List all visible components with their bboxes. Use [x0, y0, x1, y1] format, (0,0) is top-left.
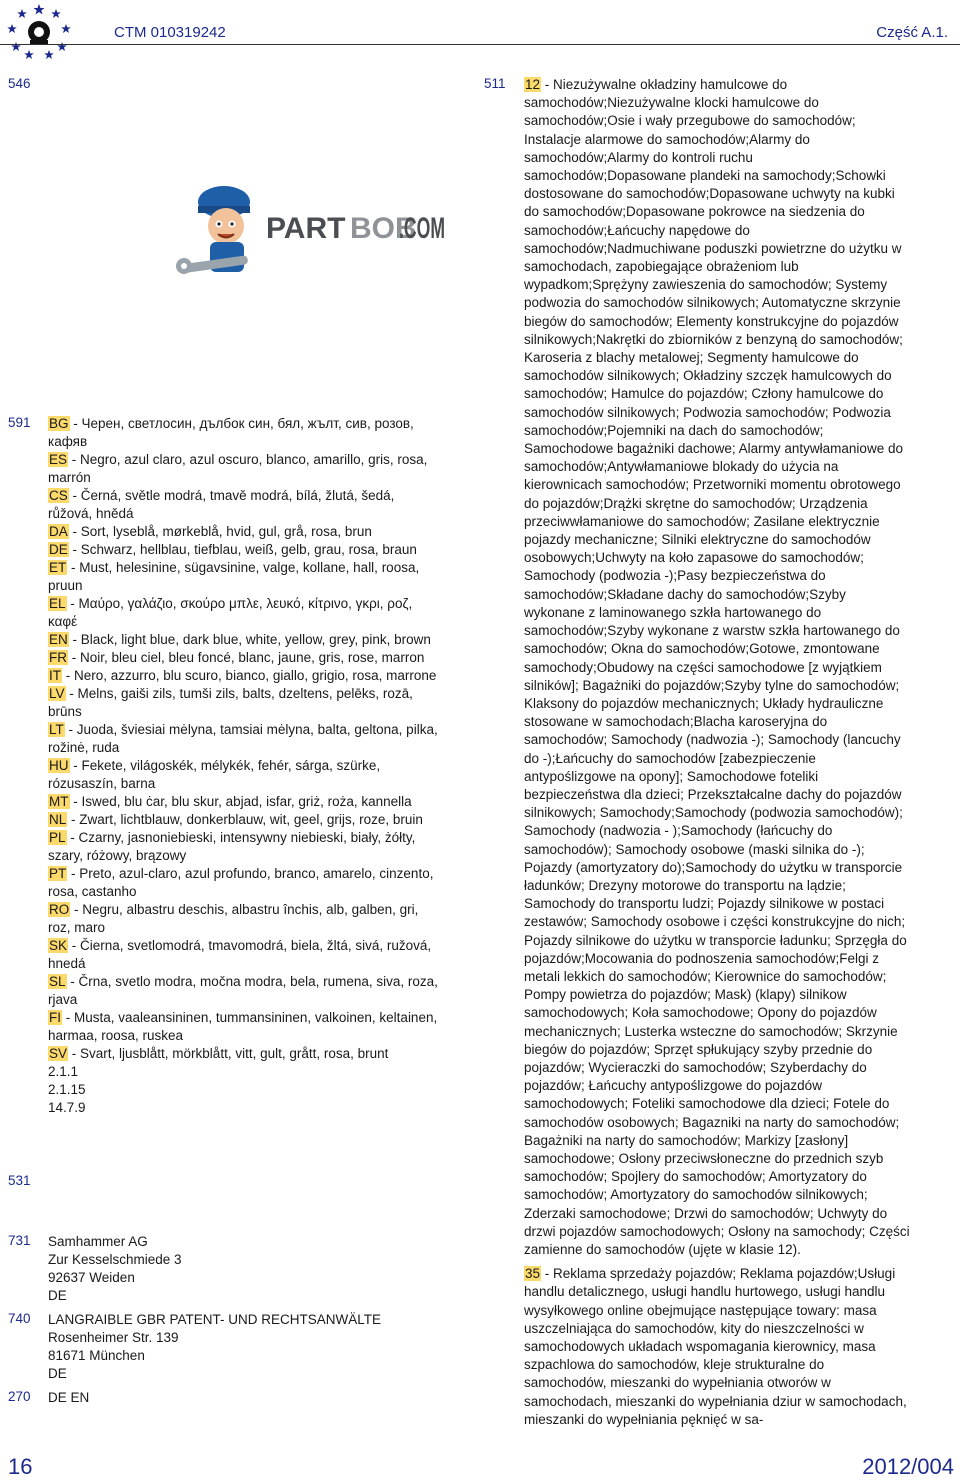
- colour-claim-pl: [48, 829, 440, 865]
- brand-tld: .COM: [399, 212, 445, 245]
- left-column: [48, 415, 440, 1405]
- colour-text: - Черен, светлосин, дълбок син, бял, жълт, сив, розов, кафяв: [48, 416, 414, 449]
- language-code: FI: [49, 1010, 61, 1025]
- representative-line: LANGRAIBLE GBR PATENT- UND RECHTSANWÄLTE: [48, 1312, 382, 1327]
- language-code: CS: [49, 488, 68, 503]
- language-code: RO: [49, 902, 70, 917]
- language-code: FR: [49, 650, 67, 665]
- owner-block: [48, 1233, 182, 1305]
- colour-text: - Černá, světle modrá, tmavě modrá, bílá, žlutá, šedá, růžová, hnědá: [48, 488, 395, 521]
- colour-text: - Melns, gaiši zils, tumši zils, balts, dzeltens, pelēks, rozā, brūns: [48, 686, 413, 719]
- vienna-classification: [48, 1063, 440, 1117]
- language-code: SV: [49, 1046, 68, 1061]
- part-label: Część A.1.: [876, 24, 948, 41]
- colour-claim-el: [48, 595, 440, 631]
- colour-claim-sl: [48, 973, 440, 1009]
- class-12: [524, 76, 910, 1259]
- colour-text: - Czarny, jasnoniebieski, intensywny niebieski, biały, żółty, szary, różowy, brązowy: [48, 830, 416, 863]
- colour-claim-sv: [48, 1045, 440, 1063]
- colour-claim-sk: [48, 937, 440, 973]
- class-number: 12: [525, 77, 541, 92]
- colour-claim-de: [48, 541, 440, 559]
- colour-text: - Musta, vaaleansininen, tummansininen, valkoinen, keltainen, harmaa, roosa, ruskea: [48, 1010, 438, 1043]
- document-code: CTM 010319242: [114, 24, 226, 41]
- class-goods-services: - Reklama sprzedaży pojazdów; Reklama pojazdów;Usługi handlu detalicznego, usługi handlu hurtowego, usługi handlu wysyłkowego online obejmujące następujące towary: masa uszczelniająca do samochodów, kity do nieszczelności w samochodowych układach wspomagania kierownicy, masa szpachlowa do samochodów, kleje strukturalne do samochodów, mieszanki do wypełniania otworów w samochodach, mieszanki do wypełniania dziur w samochodach, mieszanki do wypełniania pęknięć w sa-: [524, 1266, 907, 1427]
- colour-text: - Noir, bleu ciel, bleu foncé, blanc, jaune, gris, rose, marron: [68, 650, 425, 665]
- language-code: DE: [49, 542, 68, 557]
- partbob-advert: [176, 180, 446, 290]
- vienna-code: 2.1.15: [48, 1082, 86, 1097]
- owner-line: DE: [48, 1288, 67, 1303]
- colour-text: - Fekete, világoskék, mélykék, fehér, sárga, szürke, rózusaszín, barna: [48, 758, 381, 791]
- field-270: 270: [8, 1389, 31, 1404]
- colour-claim-it: [48, 667, 440, 685]
- field-731: 731: [8, 1233, 31, 1248]
- euipo-logo-icon: [4, 2, 74, 60]
- colour-claim-lv: [48, 685, 440, 721]
- language-code: ES: [49, 452, 68, 467]
- language-code: MT: [49, 794, 69, 809]
- colour-claim-et: [48, 559, 440, 595]
- language-code: PT: [49, 866, 67, 881]
- field-546: 546: [8, 76, 31, 91]
- language-code: BG: [49, 416, 69, 431]
- mascot-icon: [176, 186, 250, 274]
- language-code: NL: [49, 812, 67, 827]
- language-code: SL: [49, 974, 66, 989]
- brand-part: PART: [266, 212, 346, 245]
- representative-block: [48, 1311, 381, 1383]
- colour-text: - Schwarz, hellblau, tiefblau, weiß, gelb, grau, rosa, braun: [68, 542, 417, 557]
- colour-claim-lt: [48, 721, 440, 757]
- language-code: PL: [49, 830, 66, 845]
- owner-line: Samhammer AG: [48, 1234, 148, 1249]
- language-code: DA: [49, 524, 68, 539]
- colour-text: - Juoda, šviesiai mėlyna, tamsiai mėlyna, balta, geltona, pilka, rožinė, ruda: [48, 722, 438, 755]
- language-code: ET: [49, 560, 67, 575]
- colour-text: - Black, light blue, dark blue, white, yellow, grey, pink, brown: [68, 632, 431, 647]
- field-511: 511: [484, 76, 506, 91]
- class-35: [524, 1265, 910, 1429]
- colour-claim-pt: [48, 865, 440, 901]
- colour-claim-da: [48, 523, 440, 541]
- class-number: 35: [525, 1266, 541, 1282]
- representative-line: Rosenheimer Str. 139: [48, 1330, 179, 1345]
- issue-number: 2012/004: [862, 1454, 954, 1479]
- vienna-code: 14.7.9: [48, 1100, 86, 1115]
- colour-claims: [48, 415, 440, 1063]
- field-531: 531: [8, 1173, 31, 1188]
- language-code: SK: [49, 938, 68, 953]
- colour-text: - Preto, azul-claro, azul profundo, branco, amarelo, cinzento, rosa, castanho: [48, 866, 434, 899]
- colour-claim-ro: [48, 901, 440, 937]
- colour-claim-hu: [48, 757, 440, 793]
- colour-text: - Zwart, lichtblauw, donkerblauw, wit, geel, grijs, roze, bruin: [67, 812, 423, 827]
- colour-claim-fr: [48, 649, 440, 667]
- colour-text: - Iswed, blu ċar, blu skur, abjad, isfar, griż, roża, kannella: [69, 794, 412, 809]
- class-goods-services: - Niezużywalne okładziny hamulcowe do samochodów;Niezużywalne klocki hamulcowe do samochodów;Osie i wały przegubowe do samochodów; Instalacje alarmowe do samochodów;Alarmy do samochodów;Alarmy do kontroli ruchu samochodów;Dopasowane plandeki na samochody;Schowki dostosowane do samochodów;Dopasowane uchwyty na kubki do samochodów;Dopasowane pokrowce na siedzenia do samochodów;Łańcuchy napędowe do samochodów;Nadmuchiwane poduszki powietrzne do użytku w samochodach, zapobiegające obrażeniom lub wypadkom;Sprężyny zawieszenia do samochodów; Systemy podwozia do samochodów silnikowych; Automatyczne skrzynie biegów do samochodów; Elementy konstrukcyjne do pojazdów silnikowych;Nakrętki do zbiorników z benzyną do samochodów; Karoseria z blachy metalowej; Segmenty hamulcowe do samochodów silnikowych; Okładziny szczęk hamulcowych do samochodów; Hamulce do pojazdów; Człony hamulcowe do samochodów silnikowych; Podwozia samochodów; Podwozia samochodów;Pojemniki na dach do samochodów; Samochodowe bagażniki dachowe; Alarmy antywłamaniowe do samochodów;Antywłamaniowe blokady do użycia na kierownicach samochodów; Przetworniki momentu obrotowego do pojazdów;Drążki skrętne do samochodów; Urządzenia przeciwwłamaniowe do samochodów; Zasilane elektrycznie pojazdy mechaniczne; Silniki elektryczne do samochodów osobowych;Uchwyty na koło zapasowe do samochodów; Samochody (podwozia -);Pasy bezpieczeństwa do samochodów;Składane dachy do samochodów;Szyby wykonane z laminowanego szkła hartowanego do samochodów;Szyby wykonane z warstw szkła hartowanego do samochodów; Okna do samochodów;Gotowe, zmontowane samochody;Obudowy na części samochodowe [z wyjątkiem silników]; Bagażniki do pojazdów;Szyby tylne do samochodów; Klaksony do pojazdów mechanicznych; Układy hydrauliczne stosowane w samochodach;Blacha karoseryjna do samochodów; Samochody (nadwozia -); Samochody (lancuchy do -);Łańcuchy do samochodów [zabezpieczenie antypoślizgowe na opony]; Samochodowe foteliki bezpieczeństwa dla dzieci; Przekształcalne dachy do pojazdów silnikowych; Samochody;Samochody (podwozia samochodów); Samochody (nadwozia - );Samochody (łańcuchy do samochodów); Samochody osobowe (maski silnika do -); Pojazdy (amortyzatory do);Samochody do użytku w transporcie ładunków; Drezyny motorowe do transportu na lądzie; Samochody do transportu ludzi; Pojazdy silnikowe w postaci zestawów; Samochody osobowe i części konstrukcyjne do nich; Pojazdy silnikowe do użytku w transporcie ładunku; Sprzęgła do pojazdów;Mocowania do podnoszenia samochodów;Felgi z metali lekkich do samochodów; Kierownice do samochodów; Pompy powietrza do pojazdów; Mask) (klapy) silnikow samochodowych; Koła samochodowe; Opony do pojazdów mechanicznych; Lusterka wsteczne do samochodów; Skrzynie biegów do pojazdów; Sprzęt spłukujący szyby przednie do pojazdów; Wycieraczki do samochodów; Szyberdachy do pojazdów; Łańcuchy antypoślizgowe do pojazdów samochodowych; Foteliki samochodowe dla dzieci; Fotele do samochodów osobowych; Bagazniki na narty do samochodów; Bagażniki na narty do samochodów; Markizy [zasłony] samochodowe; Osłony przeciwsłoneczne do przednich szyb samochodów; Spojlery do samochodów; Amortyzatory do samochodów; Amortyzatory do samochodów silnikowych; Zderzaki samochodowe; Drzwi do samochodów; Uchwyty do drzwi pojazdów samochodowych; Osłony na samochody; Części zamienne do samochodów (ujęte w klasie 12).: [524, 77, 910, 1257]
- languages: DE EN: [48, 1390, 90, 1405]
- language-code: LT: [49, 722, 64, 737]
- colour-text: - Negro, azul claro, azul oscuro, blanco, amarillo, gris, rosa, marrón: [48, 452, 428, 485]
- colour-claim-fi: [48, 1009, 440, 1045]
- colour-text: - Črna, svetlo modra, močna modra, bela, rumena, siva, roza, rjava: [48, 974, 438, 1007]
- colour-claim-cs: [48, 487, 440, 523]
- language-code: LV: [49, 686, 65, 701]
- colour-claim-mt: [48, 793, 440, 811]
- representative-line: DE: [48, 1366, 67, 1381]
- page-header: [0, 0, 960, 60]
- colour-claim-es: [48, 451, 440, 487]
- language-code: IT: [49, 668, 61, 683]
- representative-line: 81671 München: [48, 1348, 145, 1363]
- colour-text: - Nero, azzurro, blu scuro, bianco, giallo, grigio, rosa, marrone: [62, 668, 437, 683]
- colour-claim-en: [48, 631, 440, 649]
- owner-line: Zur Kesselschmiede 3: [48, 1252, 182, 1267]
- colour-claim-bg: [48, 415, 440, 451]
- colour-text: - Čierna, svetlomodrá, tmavomodrá, biela, žltá, sivá, ružová, hnedá: [48, 938, 432, 971]
- colour-text: - Must, helesinine, sügavsinine, valge, kollane, hall, roosa, pruun: [48, 560, 420, 593]
- language-code: EN: [49, 632, 68, 647]
- field-591: 591: [8, 415, 31, 430]
- owner-line: 92637 Weiden: [48, 1270, 135, 1285]
- field-740: 740: [8, 1311, 31, 1326]
- page-number: 16: [8, 1454, 33, 1479]
- brand-bob: BOB: [350, 212, 417, 245]
- colour-claim-nl: [48, 811, 440, 829]
- vienna-code: 2.1.1: [48, 1064, 79, 1079]
- colour-text: - Μαύρο, γαλάζιο, σκούρο μπλε, λευκό, κίτρινο, γκρι, ροζ, καφέ: [48, 596, 413, 629]
- language-code: HU: [49, 758, 69, 773]
- colour-text: - Sort, lyseblå, mørkeblå, hvid, gul, grå, rosa, brun: [68, 524, 372, 539]
- colour-text: - Negru, albastru deschis, albastru închis, alb, galben, gri, roz, maro: [48, 902, 419, 935]
- header-rule: [0, 44, 960, 45]
- colour-text: - Svart, ljusblått, mörkblått, vitt, gult, grått, rosa, brunt: [68, 1046, 389, 1061]
- right-column: [524, 76, 910, 1435]
- language-code: EL: [49, 596, 66, 611]
